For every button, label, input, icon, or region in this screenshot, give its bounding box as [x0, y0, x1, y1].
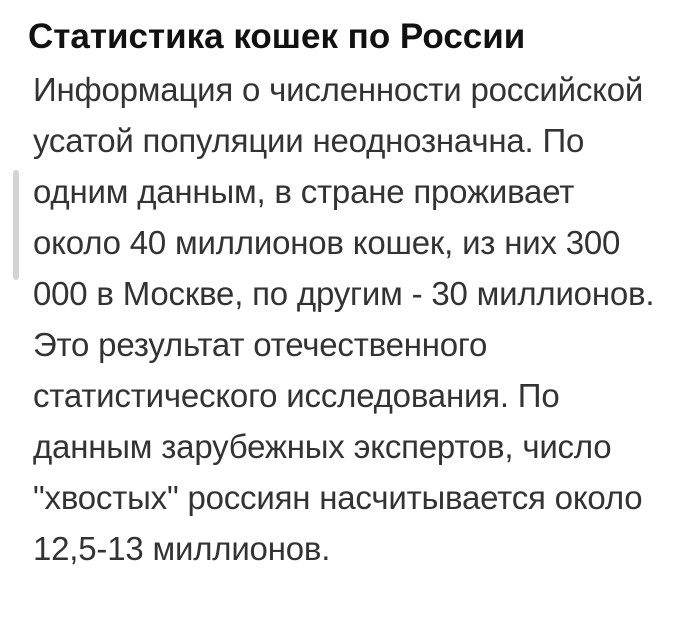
body-line: 000 в Москве, по другим - 30 миллионов. [33, 275, 655, 312]
body-line: около 40 миллионов кошек, из них 300 [33, 224, 621, 261]
article-body [33, 64, 693, 574]
body-line: 12,5-13 миллионов. [33, 530, 331, 567]
body-line: "хвостых" россиян насчитывается около [33, 479, 643, 516]
body-line: одним данным, в стране проживает [33, 173, 575, 210]
body-line: Информация о численности российской [33, 71, 644, 108]
article-title: Статистика кошек по России [28, 17, 526, 56]
body-line: статистического исследования. По [33, 377, 560, 414]
body-line: Это результат отечественного [33, 326, 488, 363]
body-line: данным зарубежных экспертов, число [33, 428, 612, 465]
scroll-indicator-thumb[interactable] [13, 170, 19, 280]
body-line: усатой популяции неоднозначна. По [33, 122, 585, 159]
